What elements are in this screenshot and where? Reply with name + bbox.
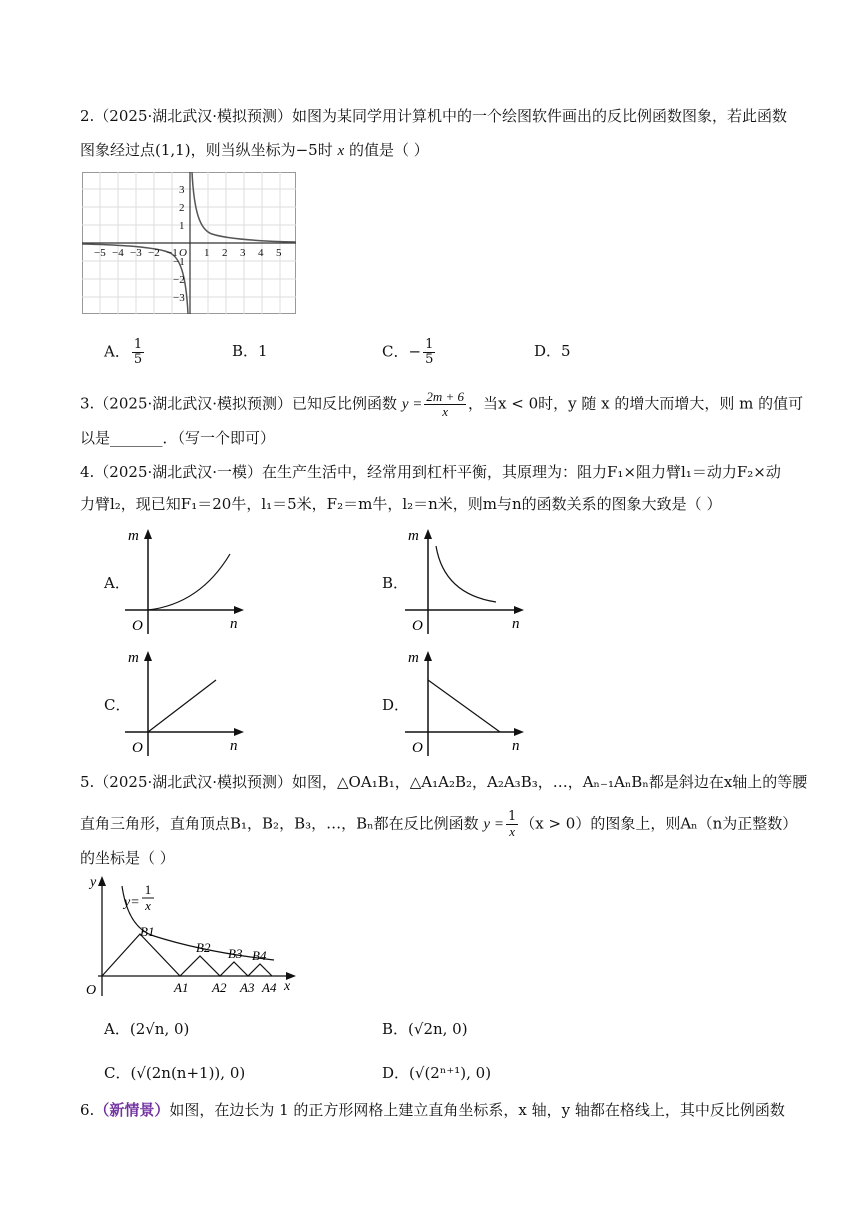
q4-graph-b <box>400 524 530 636</box>
frac-den: x <box>509 824 515 839</box>
q2-xtick: 2 <box>222 247 228 259</box>
q2-line2-b: ，则当纵坐标为−5时 <box>190 141 333 159</box>
q3-line1-b: ，当x < 0时， <box>468 394 569 413</box>
q5-b1: B1 <box>140 924 155 939</box>
q5-func-num: 1 <box>144 882 152 897</box>
q5-line1: 5.（2025·湖北武汉·模拟预测）如图，△OA₁B₁，△A₁A₂B₂，A₂A₃B₃，…，Aₙ₋₁AₙBₙ都是斜边在x轴上的等腰 <box>80 773 808 791</box>
q5-line2 <box>80 810 797 839</box>
axis-x-label: n <box>512 616 520 632</box>
q5-origin: O <box>86 983 97 998</box>
origin-label: O <box>412 618 423 634</box>
q5-option-value: (√2n, 0) <box>408 1020 468 1038</box>
axis-y-label: m <box>128 650 139 666</box>
q5-option-b[interactable] <box>382 1018 468 1039</box>
q5-line2-a: 直角三角形，直角顶点B₁，B₂，B₃，…，Bₙ都在反比例函数 <box>80 814 479 833</box>
q2-xtick: 5 <box>276 247 282 259</box>
q2-line2 <box>80 140 429 161</box>
q5-line2-b: （x > 0）的图象上，则Aₙ（n为正整数） <box>520 814 798 833</box>
q4-graph-a <box>120 524 250 636</box>
q2-option-prefix: − <box>408 342 422 361</box>
q5-option-a[interactable] <box>104 1018 189 1039</box>
q4-line1: 4.（2025·湖北武汉·一模）在生产生活中，经常用到杠杆平衡，其原理为：阻力F₁×阻力臂l₁＝动力F₂×动 <box>80 463 781 481</box>
axis-y-label: m <box>128 528 139 544</box>
q5-option-letter: C． <box>104 1064 131 1082</box>
origin-label: O <box>132 618 143 634</box>
q5-frac <box>506 810 518 839</box>
q5-triangles <box>102 934 272 976</box>
q6-text: 如图，在边长为 1 的正方形网格上建立直角坐标系，x 轴，y 轴都在格线上，其中反比例函数 <box>169 1101 785 1119</box>
q2-option-d[interactable] <box>534 340 571 361</box>
q5-func-y: y= <box>124 895 140 910</box>
q2-option-a-frac <box>132 338 144 367</box>
q2-ytick: −1 <box>173 256 185 268</box>
q4-line2: 力臂l₂，现已知F₁＝20牛，l₁＝5米，F₂＝m牛，l₂＝n米，则m与n的函数关系的图象大致是（ ） <box>80 495 722 513</box>
q5-option-value: (√(2ⁿ⁺¹), 0) <box>409 1064 492 1082</box>
q3-y-eq: y = <box>401 396 423 413</box>
q5-axis-y: y <box>90 875 97 890</box>
q2-option-letter: D． <box>534 342 562 360</box>
frac-den: x <box>442 404 449 419</box>
origin-label: O <box>132 740 143 756</box>
origin-label: O <box>412 740 423 756</box>
axis-y-label: m <box>408 528 419 544</box>
q2-option-letter: A． <box>104 342 130 361</box>
q2-xtick: −5 <box>94 247 106 259</box>
q5-axis-x: x <box>284 979 291 994</box>
q5-b3: B3 <box>228 946 243 961</box>
q4-option-a[interactable]: A． <box>104 574 130 592</box>
q2-line2-a: 图象经过点 <box>80 141 156 159</box>
q6-number: 6. <box>80 1101 95 1119</box>
q5-a1: A1 <box>174 980 189 995</box>
frac-num: 1 <box>133 337 143 352</box>
frac-num: 1 <box>425 337 434 352</box>
q2-ytick: 1 <box>179 220 185 232</box>
frac-num: 1 <box>507 809 517 824</box>
q5-line3: 的坐标是（ ） <box>80 849 175 867</box>
q2-var-x: x <box>337 143 345 159</box>
q2-option-a[interactable] <box>104 338 146 367</box>
q2-option-letter: C． <box>382 342 409 361</box>
q2-xtick: 1 <box>204 247 210 259</box>
q5-y-eq: y = <box>483 816 504 833</box>
q4-option-c[interactable]: C． <box>104 696 131 714</box>
q2-option-c[interactable] <box>382 338 437 367</box>
q2-xtick: −1 <box>166 247 178 259</box>
q5-a2: A2 <box>212 980 227 995</box>
q2-option-b[interactable] <box>232 340 268 361</box>
axis-x-label: n <box>512 738 520 754</box>
q4-option-d[interactable]: D． <box>382 696 410 714</box>
frac-den: 5 <box>133 352 143 367</box>
q3-line1-c: y 随 x 的增大而增大，则 m 的值可 <box>568 394 804 413</box>
axis-x-label: n <box>230 738 238 754</box>
q3-line1 <box>80 390 803 419</box>
q5-option-letter: D． <box>382 1064 410 1082</box>
frac-den: 5 <box>425 352 434 367</box>
q2-option-c-frac <box>423 338 435 367</box>
q2-xtick: −2 <box>148 247 160 259</box>
q2-option-letter: B． <box>232 342 259 360</box>
q4-c-line <box>148 680 216 732</box>
q5-a4: A4 <box>262 980 277 995</box>
q5-graph <box>84 872 304 1000</box>
q3-frac <box>424 390 466 419</box>
q2-option-value: 5 <box>561 342 571 360</box>
q2-xtick: −4 <box>112 247 124 259</box>
q2-line1: 2.（2025·湖北武汉·模拟预测）如图为某同学用计算机中的一个绘图软件画出的反比例函数图象，若此函数 <box>80 107 788 125</box>
q3-line1-a: 3.（2025·湖北武汉·模拟预测）已知反比例函数 <box>80 394 398 413</box>
q5-option-letter: B． <box>382 1020 409 1038</box>
q4-graph-d <box>400 646 530 758</box>
q2-ytick: −2 <box>173 274 185 286</box>
q2-origin: O <box>179 247 187 259</box>
q2-option-value: 1 <box>258 342 268 360</box>
q4-b-curve <box>436 546 496 602</box>
q2-ytick: 2 <box>179 202 185 214</box>
q5-option-c[interactable] <box>104 1062 245 1083</box>
q5-option-letter: A． <box>104 1020 130 1038</box>
q2-xtick: 3 <box>240 247 246 259</box>
q2-ytick: 3 <box>179 184 185 196</box>
q5-option-value: (√(2n(n+1)), 0) <box>130 1064 246 1082</box>
q6-line1 <box>80 1100 785 1120</box>
frac-num: 2m + 6 <box>426 389 465 404</box>
q2-ytick: −3 <box>173 292 185 304</box>
q2-point: (1,1) <box>155 141 191 159</box>
axis-x-label: n <box>230 616 238 632</box>
axis-y-label: m <box>408 650 419 666</box>
q5-b2: B2 <box>196 940 211 955</box>
q4-option-b[interactable]: B． <box>382 574 409 592</box>
q5-option-value: (2√n, 0) <box>129 1020 190 1038</box>
q2-xtick: 4 <box>258 247 264 259</box>
q4-d-line <box>428 680 500 732</box>
q4-a-curve <box>148 554 230 610</box>
q3-line2: 以是_______．（写一个即可） <box>80 429 276 447</box>
q2-line2-c: 的值是（ ） <box>348 141 429 159</box>
q5-a3: A3 <box>240 980 255 995</box>
q6-tag: （新情景） <box>94 1101 170 1119</box>
q5-b4: B4 <box>252 948 267 963</box>
q4-graph-c <box>120 646 250 758</box>
q5-func-den: x <box>145 898 151 913</box>
q2-xtick: −3 <box>130 247 142 259</box>
q2-graph <box>82 172 296 314</box>
q5-option-d[interactable] <box>382 1062 491 1083</box>
